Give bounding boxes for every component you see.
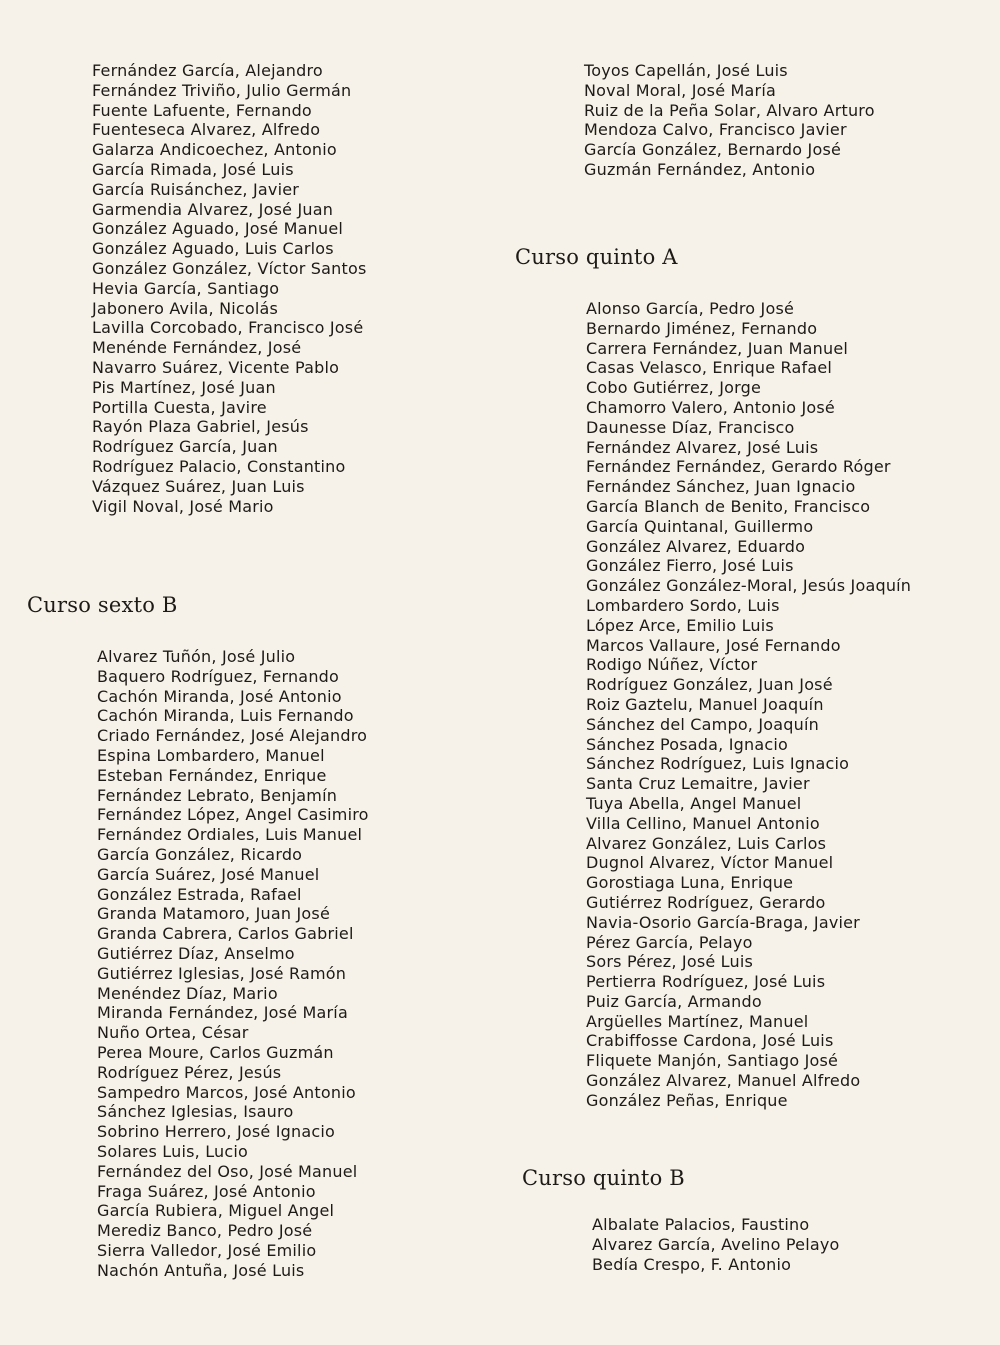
student-name: Alvarez Tuñón, José Julio: [97, 647, 296, 666]
student-name: Sánchez Iglesias, Isauro: [97, 1102, 294, 1122]
student-name: González González, Víctor Santos: [92, 258, 367, 278]
student-name: Menéndez Díaz, Mario: [97, 983, 278, 1003]
student-name: Rodríguez Pérez, Jesús: [97, 1062, 282, 1082]
student-name: Sierra Valledor, José Emilio: [97, 1240, 317, 1260]
student-name: Cobo Gutiérrez, Jorge: [586, 378, 762, 398]
student-name: Sánchez del Campo, Joaquín: [586, 714, 819, 734]
student-name: Vázquez Suárez, Juan Luis: [92, 476, 305, 496]
student-name: Carrera Fernández, Juan Manuel: [586, 338, 849, 358]
name-list-curso-quinto-a: [586, 299, 911, 1111]
student-name: Granda Cabrera, Carlos Gabriel: [97, 924, 354, 944]
student-name: Fernández García, Alejandro: [92, 61, 323, 80]
student-name: Albalate Palacios, Faustino: [592, 1215, 810, 1234]
student-name: Sobrino Herrero, José Ignacio: [97, 1122, 335, 1142]
student-name: García González, Ricardo: [97, 844, 303, 864]
name-list-right-continued: [584, 61, 875, 180]
student-name: González Aguado, Luis Carlos: [92, 239, 334, 259]
student-name: Ruiz de la Peña Solar, Alvaro Arturo: [584, 100, 875, 120]
student-name: Rodigo Núñez, Víctor: [586, 655, 758, 675]
student-name: García Rimada, José Luis: [92, 159, 294, 179]
student-name: Fernández Fernández, Gerardo Róger: [586, 457, 891, 477]
student-name: Lombardero Sordo, Luis: [586, 595, 780, 615]
student-name: Toyos Capellán, José Luis: [584, 61, 788, 80]
student-name: Baquero Rodríguez, Fernando: [97, 666, 340, 686]
student-name: Puiz García, Armando: [586, 991, 762, 1011]
name-list-curso-sexto-b: [97, 647, 369, 1281]
student-name: Chamorro Valero, Antonio José: [586, 397, 835, 417]
student-name: Argüelles Martínez, Manuel: [586, 1011, 809, 1031]
student-name: García González, Bernardo José: [584, 140, 842, 160]
student-name: Sampedro Marcos, José Antonio: [97, 1082, 356, 1102]
student-name: Fernández del Oso, José Manuel: [97, 1161, 358, 1181]
student-name: Jabonero Avila, Nicolás: [92, 298, 279, 318]
student-name: Villa Cellino, Manuel Antonio: [586, 813, 820, 833]
student-name: Fernández Sánchez, Juan Ignacio: [586, 477, 856, 497]
student-name: Hevia García, Santiago: [92, 278, 280, 298]
student-name: Miranda Fernández, José María: [97, 1003, 348, 1023]
student-name: Merediz Banco, Pedro José: [97, 1221, 313, 1241]
student-name: Navarro Suárez, Vicente Pablo: [92, 357, 340, 377]
student-name: Fraga Suárez, José Antonio: [97, 1181, 316, 1201]
student-name: Roiz Gaztelu, Manuel Joaquín: [586, 694, 824, 714]
student-name: Espina Lombardero, Manuel: [97, 745, 325, 765]
student-name: Navia-Osorio García-Braga, Javier: [586, 912, 860, 932]
student-name: Fernández Triviño, Julio Germán: [92, 80, 352, 100]
student-name: González Peñas, Enrique: [586, 1090, 788, 1110]
name-list-left-continued: [92, 61, 367, 516]
student-name: Rodríguez González, Juan José: [586, 675, 833, 695]
student-name: Fernández Ordiales, Luis Manuel: [97, 825, 363, 845]
student-name: Esteban Fernández, Enrique: [97, 765, 327, 785]
student-name: Gutiérrez Iglesias, José Ramón: [97, 963, 347, 983]
student-name: Alvarez González, Luis Carlos: [586, 833, 827, 853]
student-name: Portilla Cuesta, Javire: [92, 397, 267, 417]
student-name: Noval Moral, José María: [584, 80, 776, 100]
student-name: Nachón Antuña, José Luis: [97, 1260, 305, 1280]
student-name: Pertierra Rodríguez, José Luis: [586, 972, 826, 992]
student-name: López Arce, Emilio Luis: [586, 615, 774, 635]
student-name: García Suárez, José Manuel: [97, 864, 320, 884]
student-name: Fuente Lafuente, Fernando: [92, 100, 312, 120]
student-name: Perea Moure, Carlos Guzmán: [97, 1042, 334, 1062]
student-name: González Alvarez, Manuel Alfredo: [586, 1071, 861, 1091]
student-name: González Aguado, José Manuel: [92, 219, 344, 239]
student-name: Santa Cruz Lemaitre, Javier: [586, 774, 810, 794]
student-name: Galarza Andicoechez, Antonio: [92, 140, 337, 160]
student-name: Tuya Abella, Angel Manuel: [586, 793, 802, 813]
student-name: Alonso García, Pedro José: [586, 299, 795, 318]
student-name: Lavilla Corcobado, Francisco José: [92, 318, 364, 338]
section-heading-curso-sexto-b: Curso sexto B: [27, 593, 178, 617]
student-name: Marcos Vallaure, José Fernando: [586, 635, 841, 655]
student-name: González González-Moral, Jesús Joaquín: [586, 576, 912, 596]
student-name: García Blanch de Benito, Francisco: [586, 496, 871, 516]
student-name: Casas Velasco, Enrique Rafael: [586, 358, 833, 378]
student-name: Rodríguez Palacio, Constantino: [92, 456, 346, 476]
student-name: Fernández López, Angel Casimiro: [97, 805, 369, 825]
student-name: Cachón Miranda, Luis Fernando: [97, 706, 354, 726]
student-name: Gutiérrez Rodríguez, Gerardo: [586, 892, 826, 912]
student-name: Crabiffosse Cardona, José Luis: [586, 1031, 834, 1051]
section-heading-curso-quinto-b: Curso quinto B: [522, 1166, 685, 1190]
student-name: Alvarez García, Avelino Pelayo: [592, 1234, 840, 1254]
student-name: Gutiérrez Díaz, Anselmo: [97, 943, 295, 963]
student-name: Cachón Miranda, José Antonio: [97, 686, 342, 706]
student-name: Granda Matamoro, Juan José: [97, 904, 330, 924]
student-name: Rayón Plaza Gabriel, Jesús: [92, 417, 309, 437]
student-name: Pérez García, Pelayo: [586, 932, 753, 952]
student-name: Sánchez Posada, Ignacio: [586, 734, 788, 754]
student-name: Criado Fernández, José Alejandro: [97, 726, 368, 746]
student-name: García Ruisánchez, Javier: [92, 179, 300, 199]
student-name: Fernández Lebrato, Benjamín: [97, 785, 338, 805]
student-name: Menénde Fernández, José: [92, 338, 302, 358]
student-name: Solares Luis, Lucio: [97, 1141, 249, 1161]
student-name: Fliquete Manjón, Santiago José: [586, 1051, 839, 1071]
student-name: González Estrada, Rafael: [97, 884, 302, 904]
name-list-curso-quinto-b: [592, 1215, 840, 1274]
student-name: Rodríguez García, Juan: [92, 437, 278, 457]
student-name: Gorostiaga Luna, Enrique: [586, 873, 794, 893]
student-name: Vigil Noval, José Mario: [92, 496, 274, 516]
student-name: Sors Pérez, José Luis: [586, 952, 754, 972]
student-name: Fuenteseca Alvarez, Alfredo: [92, 120, 321, 140]
student-name: Bedía Crespo, F. Antonio: [592, 1254, 792, 1274]
student-name: García Quintanal, Guillermo: [586, 516, 814, 536]
student-name: Garmendia Alvarez, José Juan: [92, 199, 334, 219]
section-heading-curso-quinto-a: Curso quinto A: [515, 245, 678, 269]
student-name: Nuño Ortea, César: [97, 1023, 249, 1043]
student-name: Fernández Alvarez, José Luis: [586, 437, 819, 457]
student-name: González Fierro, José Luis: [586, 556, 794, 576]
student-name: Pis Martínez, José Juan: [92, 377, 276, 397]
student-name: García Rubiera, Miguel Angel: [97, 1201, 335, 1221]
student-name: Bernardo Jiménez, Fernando: [586, 318, 818, 338]
student-name: Mendoza Calvo, Francisco Javier: [584, 120, 847, 140]
student-name: Dugnol Alvarez, Víctor Manuel: [586, 853, 834, 873]
student-name: Sánchez Rodríguez, Luis Ignacio: [586, 754, 850, 774]
student-name: Guzmán Fernández, Antonio: [584, 159, 816, 179]
student-name: González Alvarez, Eduardo: [586, 536, 806, 556]
student-name: Daunesse Díaz, Francisco: [586, 417, 795, 437]
